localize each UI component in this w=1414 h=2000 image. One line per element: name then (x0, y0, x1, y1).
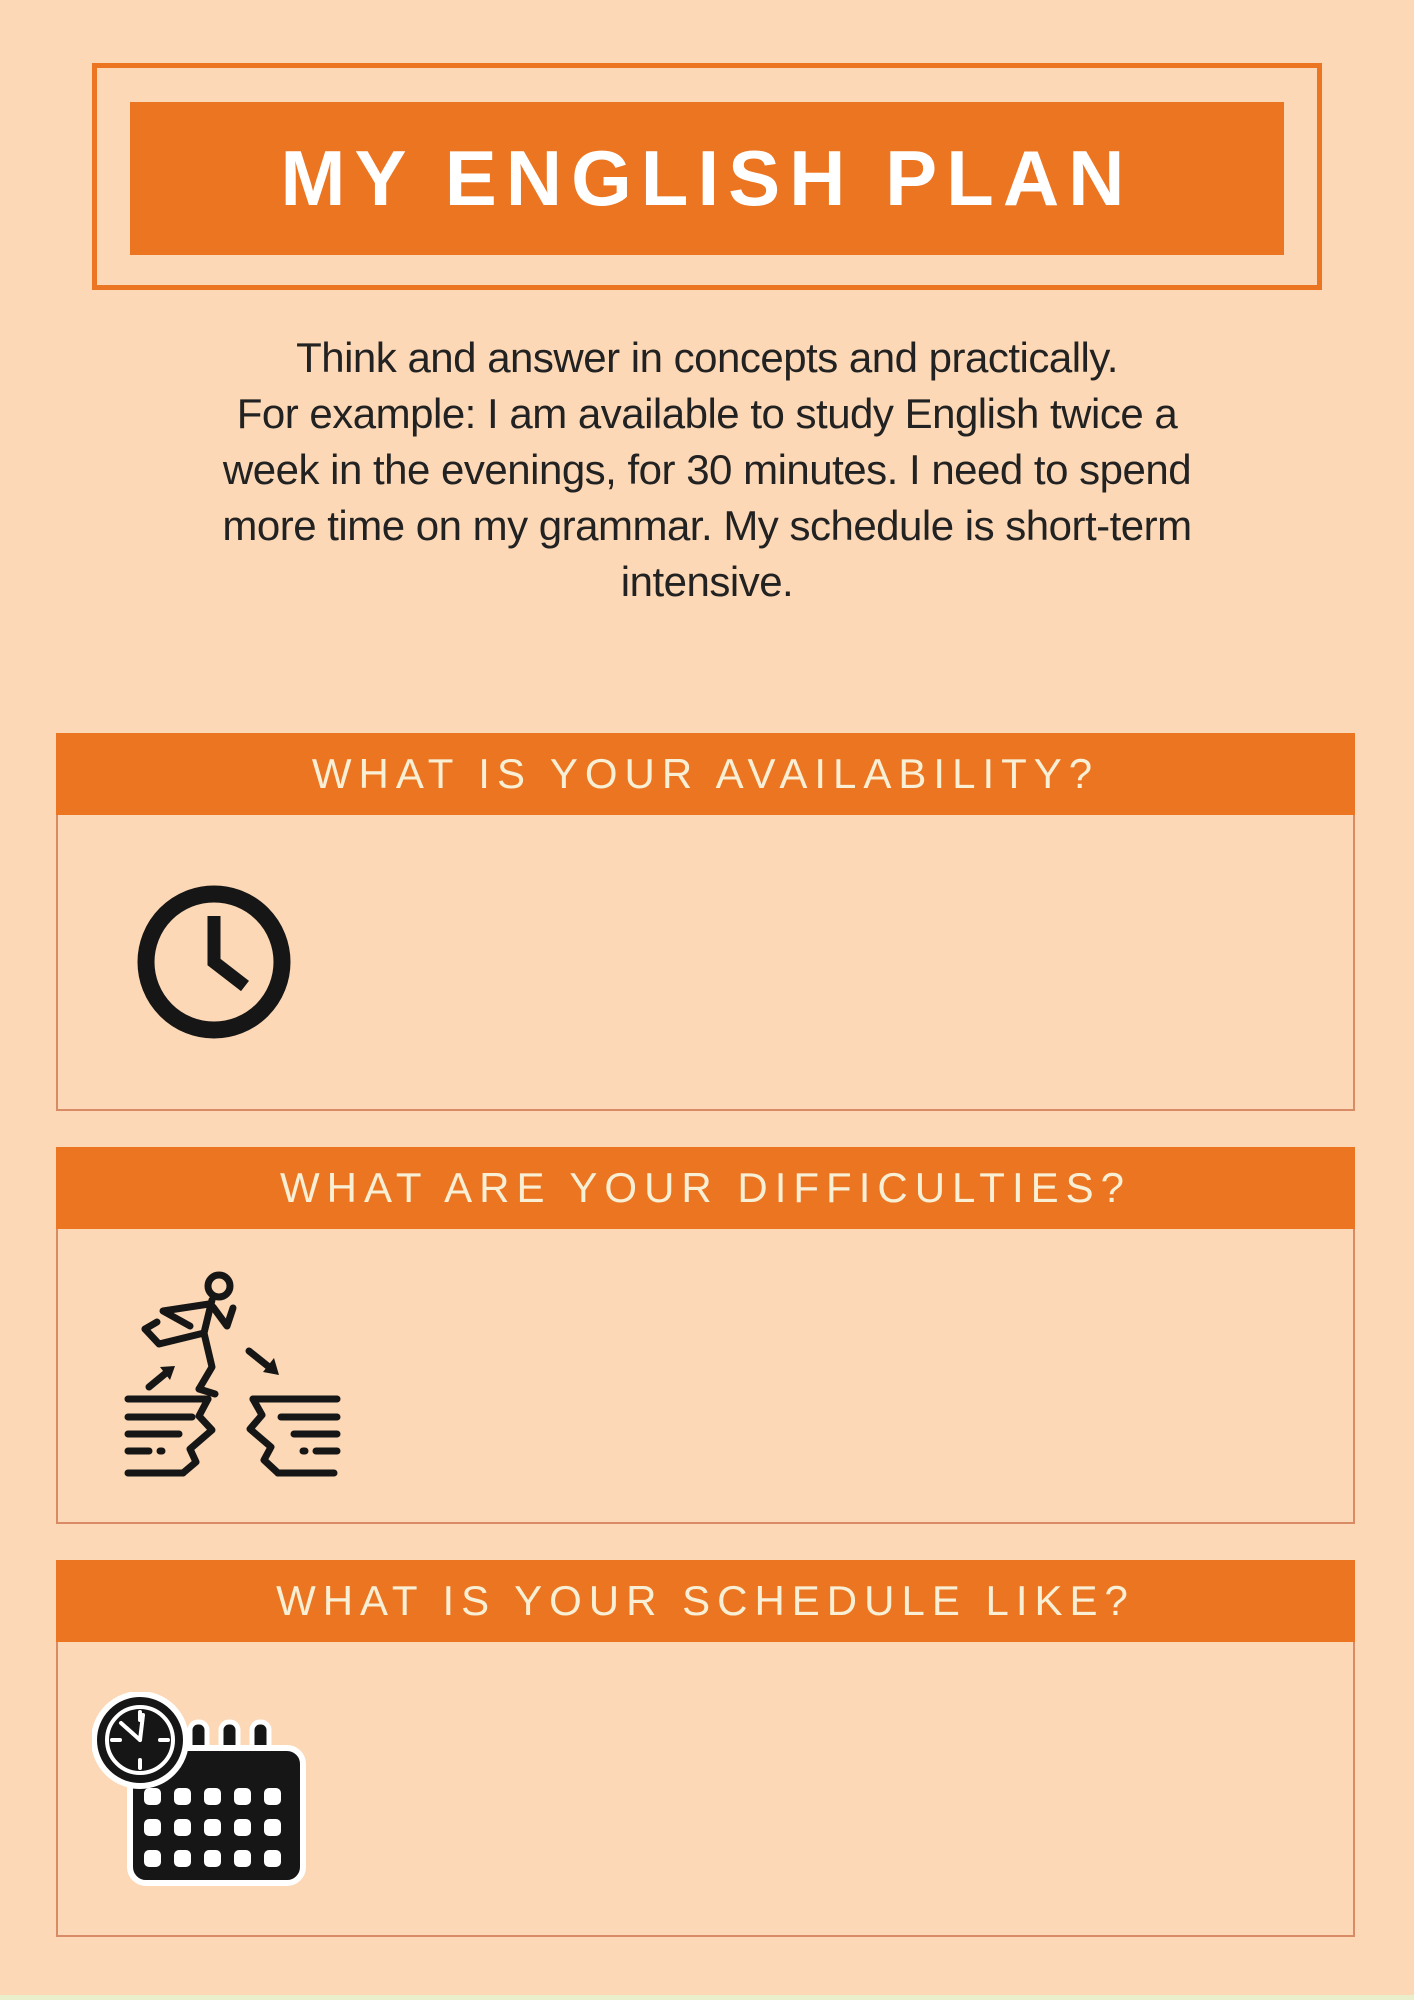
answer-box-difficulties (56, 1229, 1355, 1524)
section-availability (56, 733, 1355, 1111)
section-schedule (56, 1560, 1355, 1937)
intro-line: intensive. (620, 558, 794, 605)
intro-line: week in the evenings, for 30 minutes. I need to spend (222, 446, 1192, 493)
cliff-jump-icon (113, 1263, 345, 1483)
answer-box-schedule (56, 1642, 1355, 1937)
section-header-availability (56, 733, 1355, 815)
answer-box-availability (56, 815, 1355, 1111)
intro-paragraph (40, 330, 1374, 610)
section-heading-label: WHAT IS YOUR SCHEDULE LIKE? (276, 1577, 1135, 1624)
intro-line: more time on my grammar. My schedule is short-term (222, 502, 1192, 549)
section-heading-label: WHAT IS YOUR AVAILABILITY? (311, 750, 1100, 797)
intro-line: For example: I am available to study English twice a (236, 390, 1178, 437)
title-frame (92, 63, 1322, 290)
intro-line: Think and answer in concepts and practically. (296, 334, 1118, 381)
section-header-difficulties (56, 1147, 1355, 1229)
calendar-clock-icon (92, 1692, 308, 1888)
page-edge-strip (0, 1995, 1414, 2000)
clock-icon (128, 876, 300, 1048)
section-difficulties (56, 1147, 1355, 1524)
section-heading-label: WHAT ARE YOUR DIFFICULTIES? (280, 1164, 1131, 1211)
page-title: MY ENGLISH PLAN (280, 134, 1134, 222)
section-header-schedule (56, 1560, 1355, 1642)
title-banner (130, 102, 1284, 255)
